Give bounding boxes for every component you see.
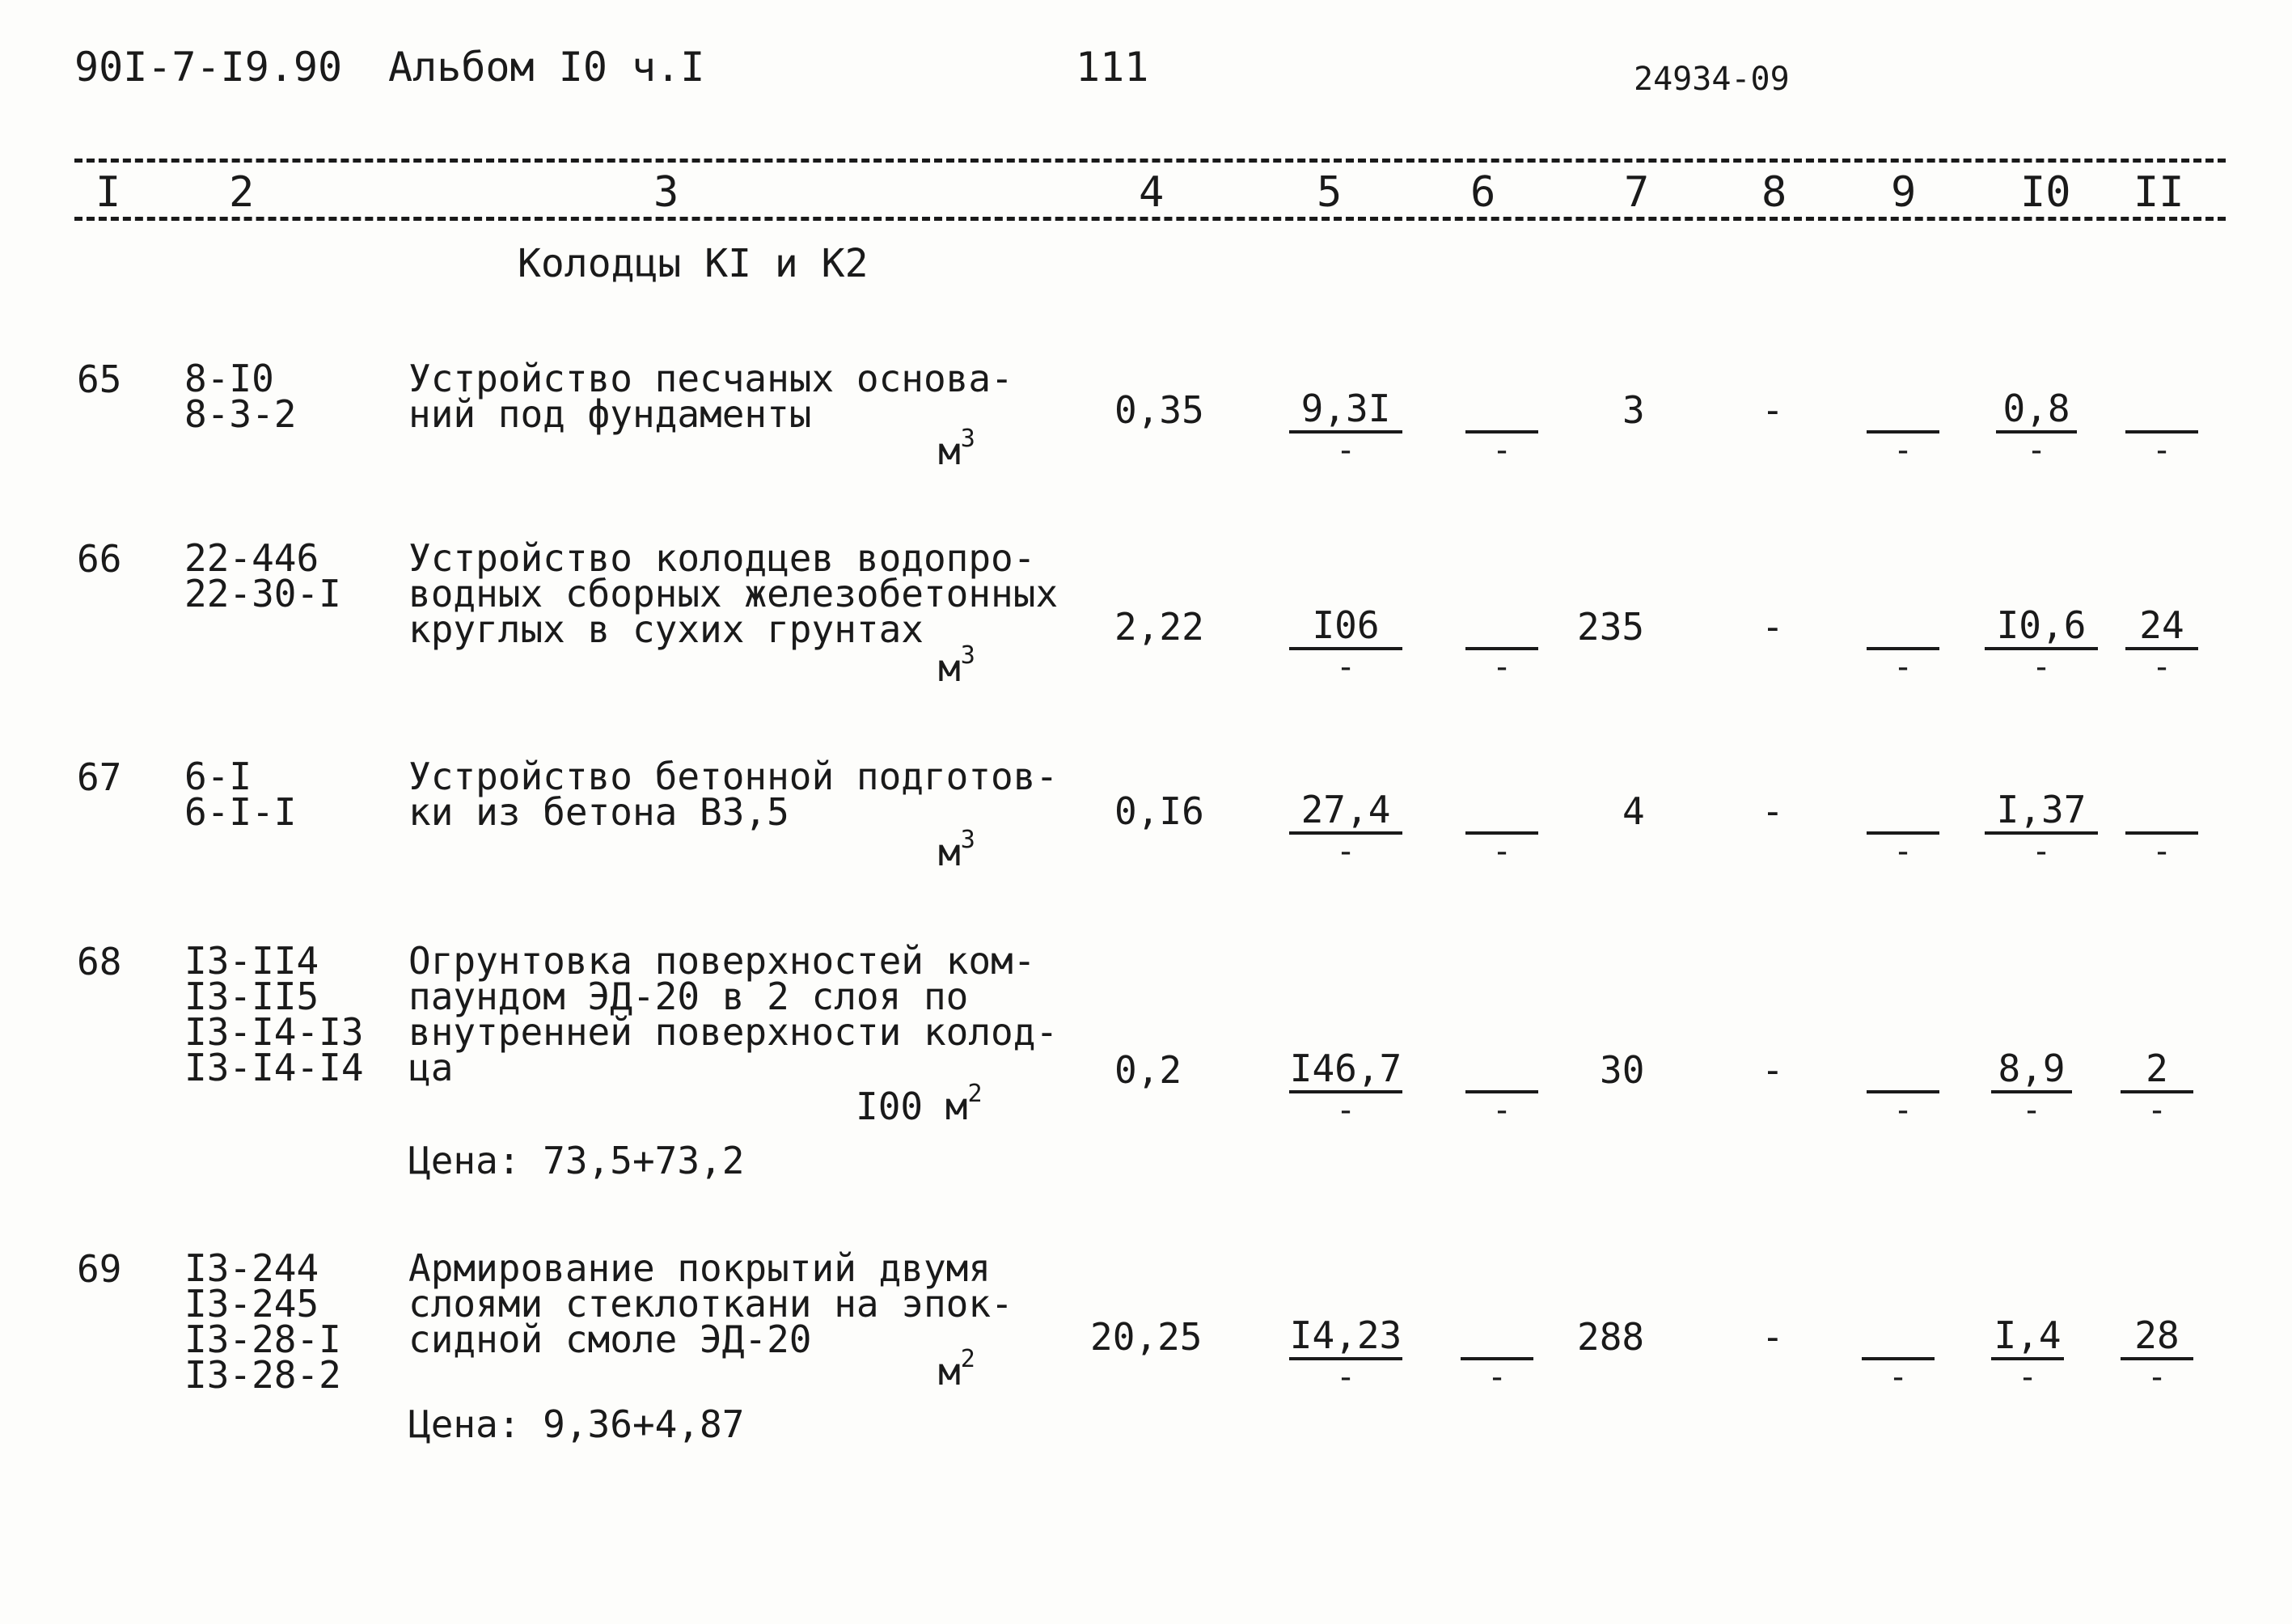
work-description	[408, 357, 1013, 436]
price-note: Цена: 73,5+73,2	[408, 1139, 745, 1182]
col11-denominator: -	[2146, 1359, 2167, 1396]
col6-numerator	[1465, 791, 1538, 828]
quantity: 20,25	[1090, 1315, 1203, 1359]
col10-value	[1985, 603, 2098, 686]
column-header-11: II	[2133, 168, 2184, 217]
col5-numerator: 9,3I	[1300, 387, 1391, 430]
column-header-5: 5	[1317, 168, 1343, 217]
description-line: внутренней поверхности колод-	[408, 1010, 1059, 1054]
col11-denominator: -	[2151, 833, 2172, 870]
column-header-1: I	[95, 168, 121, 217]
unit-of-measure	[938, 1345, 975, 1394]
col11-value	[2121, 1047, 2193, 1129]
column-header-6: 6	[1470, 168, 1496, 217]
col9-denominator: -	[1892, 833, 1914, 870]
unit-label: м	[938, 831, 961, 874]
col5-numerator: I4,23	[1289, 1313, 1402, 1357]
norm-code: I3-I4-I4	[184, 1046, 364, 1089]
description-line: Армирование покрытий двумя	[408, 1246, 992, 1290]
column-header-7: 7	[1624, 168, 1650, 217]
col7-value: 3	[1622, 388, 1645, 432]
col11-numerator: 24	[2139, 603, 2184, 647]
description-line: ца	[408, 1046, 454, 1089]
col9-denominator: -	[1892, 432, 1914, 469]
work-description	[408, 1246, 1013, 1361]
col10-value	[1991, 1047, 2072, 1129]
col10-numerator: I0,6	[1996, 603, 2087, 647]
unit-label: м	[938, 1350, 961, 1394]
inventory-number: 24934-09	[1634, 61, 1790, 98]
col8-value: -	[1761, 605, 1784, 649]
description-line: ний под фундаменты	[408, 392, 812, 436]
description-line: Огрунтовка поверхностей ком-	[408, 939, 1036, 983]
col6-denominator: -	[1491, 649, 1512, 686]
col5-denominator: -	[1335, 833, 1356, 870]
col5-value	[1289, 1047, 1402, 1129]
unit-power: 3	[960, 826, 975, 854]
norm-code: I3-28-2	[184, 1353, 341, 1397]
col5-value	[1289, 603, 1402, 686]
col9-denominator: -	[1892, 649, 1914, 686]
col8-value: -	[1761, 789, 1784, 833]
col10-value	[1991, 1313, 2064, 1396]
norm-code: 22-30-I	[184, 572, 341, 615]
col8-value: -	[1761, 388, 1784, 432]
col9-numerator	[1867, 1050, 1939, 1087]
col7-value: 235	[1577, 605, 1645, 649]
col9-value	[1867, 607, 1939, 686]
norm-code: I3-I4-I3	[184, 1010, 364, 1054]
col5-numerator: I06	[1312, 603, 1380, 647]
col9-denominator: -	[1888, 1359, 1909, 1396]
col11-denominator: -	[2151, 432, 2172, 469]
col7-value: 4	[1622, 789, 1645, 833]
description-line: сидной смоле ЭД-20	[408, 1317, 812, 1361]
col6-value	[1465, 1050, 1538, 1129]
column-header-10: I0	[2020, 168, 2071, 217]
quantity: 0,35	[1114, 388, 1204, 432]
norm-code: I3-II4	[184, 939, 319, 983]
norm-code: 22-446	[184, 536, 319, 580]
col7-value: 30	[1600, 1048, 1645, 1092]
col10-denominator: -	[2017, 1359, 2038, 1396]
norm-code-list	[184, 357, 297, 436]
norm-code: 6-I	[184, 755, 252, 798]
unit-power: 2	[967, 1080, 983, 1108]
col11-numerator	[2125, 791, 2198, 828]
unit-of-measure	[938, 641, 975, 690]
col11-denominator: -	[2151, 649, 2172, 686]
document-code: 90I-7-I9.90	[74, 44, 343, 91]
col9-value	[1862, 1317, 1935, 1396]
col11-numerator: 28	[2134, 1313, 2180, 1357]
col5-value	[1289, 387, 1402, 469]
norm-code: 8-I0	[184, 357, 274, 400]
unit-power: 3	[960, 425, 975, 453]
col5-numerator: 27,4	[1300, 788, 1391, 831]
col10-numerator: 0,8	[2002, 387, 2070, 430]
norm-code: 6-I-I	[184, 790, 297, 834]
quantity: 0,I6	[1114, 789, 1204, 833]
col10-denominator: -	[2021, 1092, 2042, 1129]
header-rule-top	[74, 159, 2226, 163]
col11-value	[2125, 791, 2198, 870]
norm-code: 8-3-2	[184, 392, 297, 436]
col5-denominator: -	[1335, 1092, 1356, 1129]
col9-numerator	[1862, 1317, 1935, 1354]
unit-label: I00 м	[856, 1085, 968, 1128]
norm-code-list	[184, 755, 297, 834]
col9-numerator	[1867, 607, 1939, 644]
col7-value: 288	[1577, 1315, 1645, 1359]
section-title: Колодцы KI и K2	[518, 241, 869, 286]
col6-numerator	[1465, 1050, 1538, 1087]
col10-value	[1996, 387, 2077, 469]
column-header-3: 3	[653, 168, 679, 217]
col9-value	[1867, 1050, 1939, 1129]
column-header-4: 4	[1139, 168, 1165, 217]
col11-denominator: -	[2146, 1092, 2167, 1129]
col10-numerator: 8,9	[1998, 1047, 2066, 1090]
row-number: 66	[77, 537, 122, 581]
col5-denominator: -	[1335, 649, 1356, 686]
description-line: Устройство бетонной подготов-	[408, 755, 1059, 798]
col10-denominator: -	[2031, 833, 2052, 870]
col5-numerator: I46,7	[1289, 1047, 1402, 1090]
description-line: паундом ЭД-20 в 2 слоя по	[408, 975, 969, 1018]
col6-denominator: -	[1491, 432, 1512, 469]
row-number: 65	[77, 357, 122, 401]
col10-numerator: I,37	[1996, 788, 2087, 831]
column-header-2: 2	[229, 168, 255, 217]
col5-value	[1289, 1313, 1402, 1396]
col11-numerator	[2125, 390, 2198, 427]
row-number: 67	[77, 755, 122, 799]
col6-numerator	[1461, 1317, 1533, 1354]
norm-code: I3-28-I	[184, 1317, 341, 1361]
header-rule-bottom	[74, 217, 2226, 221]
col10-numerator: I,4	[1994, 1313, 2062, 1357]
col10-denominator: -	[2026, 432, 2047, 469]
unit-of-measure	[938, 425, 975, 473]
col9-denominator: -	[1892, 1092, 1914, 1129]
col10-value	[1985, 788, 2098, 870]
col6-value	[1461, 1317, 1533, 1396]
price-note: Цена: 9,36+4,87	[408, 1402, 745, 1446]
album-label: Альбом I0 ч.I	[388, 44, 705, 91]
col9-value	[1867, 390, 1939, 469]
col9-numerator	[1867, 390, 1939, 427]
column-header-9: 9	[1891, 168, 1917, 217]
quantity: 0,2	[1114, 1048, 1182, 1092]
norm-code-list	[184, 939, 364, 1089]
col11-value	[2125, 603, 2198, 686]
col6-denominator: -	[1491, 1092, 1512, 1129]
norm-code-list	[184, 536, 341, 615]
norm-code-list	[184, 1246, 341, 1397]
unit-of-measure	[856, 1080, 983, 1128]
col9-value	[1867, 791, 1939, 870]
norm-code: I3-244	[184, 1246, 319, 1290]
description-line: слоями стеклоткани на эпок-	[408, 1282, 1013, 1326]
col5-denominator: -	[1335, 1359, 1356, 1396]
description-line: Устройство песчаных основа-	[408, 357, 1013, 400]
description-line: круглых в сухих грунтах	[408, 607, 924, 651]
norm-code: I3-II5	[184, 975, 319, 1018]
description-line: Устройство колодцев водопро-	[408, 536, 1036, 580]
work-description	[408, 536, 1059, 651]
col6-value	[1465, 390, 1538, 469]
col5-value	[1289, 788, 1402, 870]
description-line: водных сборных железобетонных	[408, 572, 1059, 615]
col8-value: -	[1761, 1315, 1784, 1359]
unit-of-measure	[938, 826, 975, 874]
col8-value: -	[1761, 1048, 1784, 1092]
work-description	[408, 939, 1059, 1089]
col11-value	[2121, 1313, 2193, 1396]
col6-numerator	[1465, 607, 1538, 644]
row-number: 69	[77, 1247, 122, 1291]
work-description	[408, 755, 1059, 834]
col11-value	[2125, 390, 2198, 469]
quantity: 2,22	[1114, 605, 1204, 649]
col6-numerator	[1465, 390, 1538, 427]
unit-power: 3	[960, 641, 975, 670]
unit-label: м	[938, 646, 961, 690]
col6-denominator: -	[1491, 833, 1512, 870]
page-number: 111	[1076, 44, 1149, 91]
col6-denominator: -	[1486, 1359, 1508, 1396]
col6-value	[1465, 607, 1538, 686]
norm-code: I3-245	[184, 1282, 319, 1326]
col11-numerator: 2	[2146, 1047, 2168, 1090]
col5-denominator: -	[1335, 432, 1356, 469]
col6-value	[1465, 791, 1538, 870]
unit-power: 2	[960, 1345, 975, 1373]
description-line: ки из бетона B3,5	[408, 790, 789, 834]
row-number: 68	[77, 940, 122, 983]
col10-denominator: -	[2031, 649, 2052, 686]
column-header-8: 8	[1761, 168, 1787, 217]
unit-label: м	[938, 429, 961, 473]
col9-numerator	[1867, 791, 1939, 828]
